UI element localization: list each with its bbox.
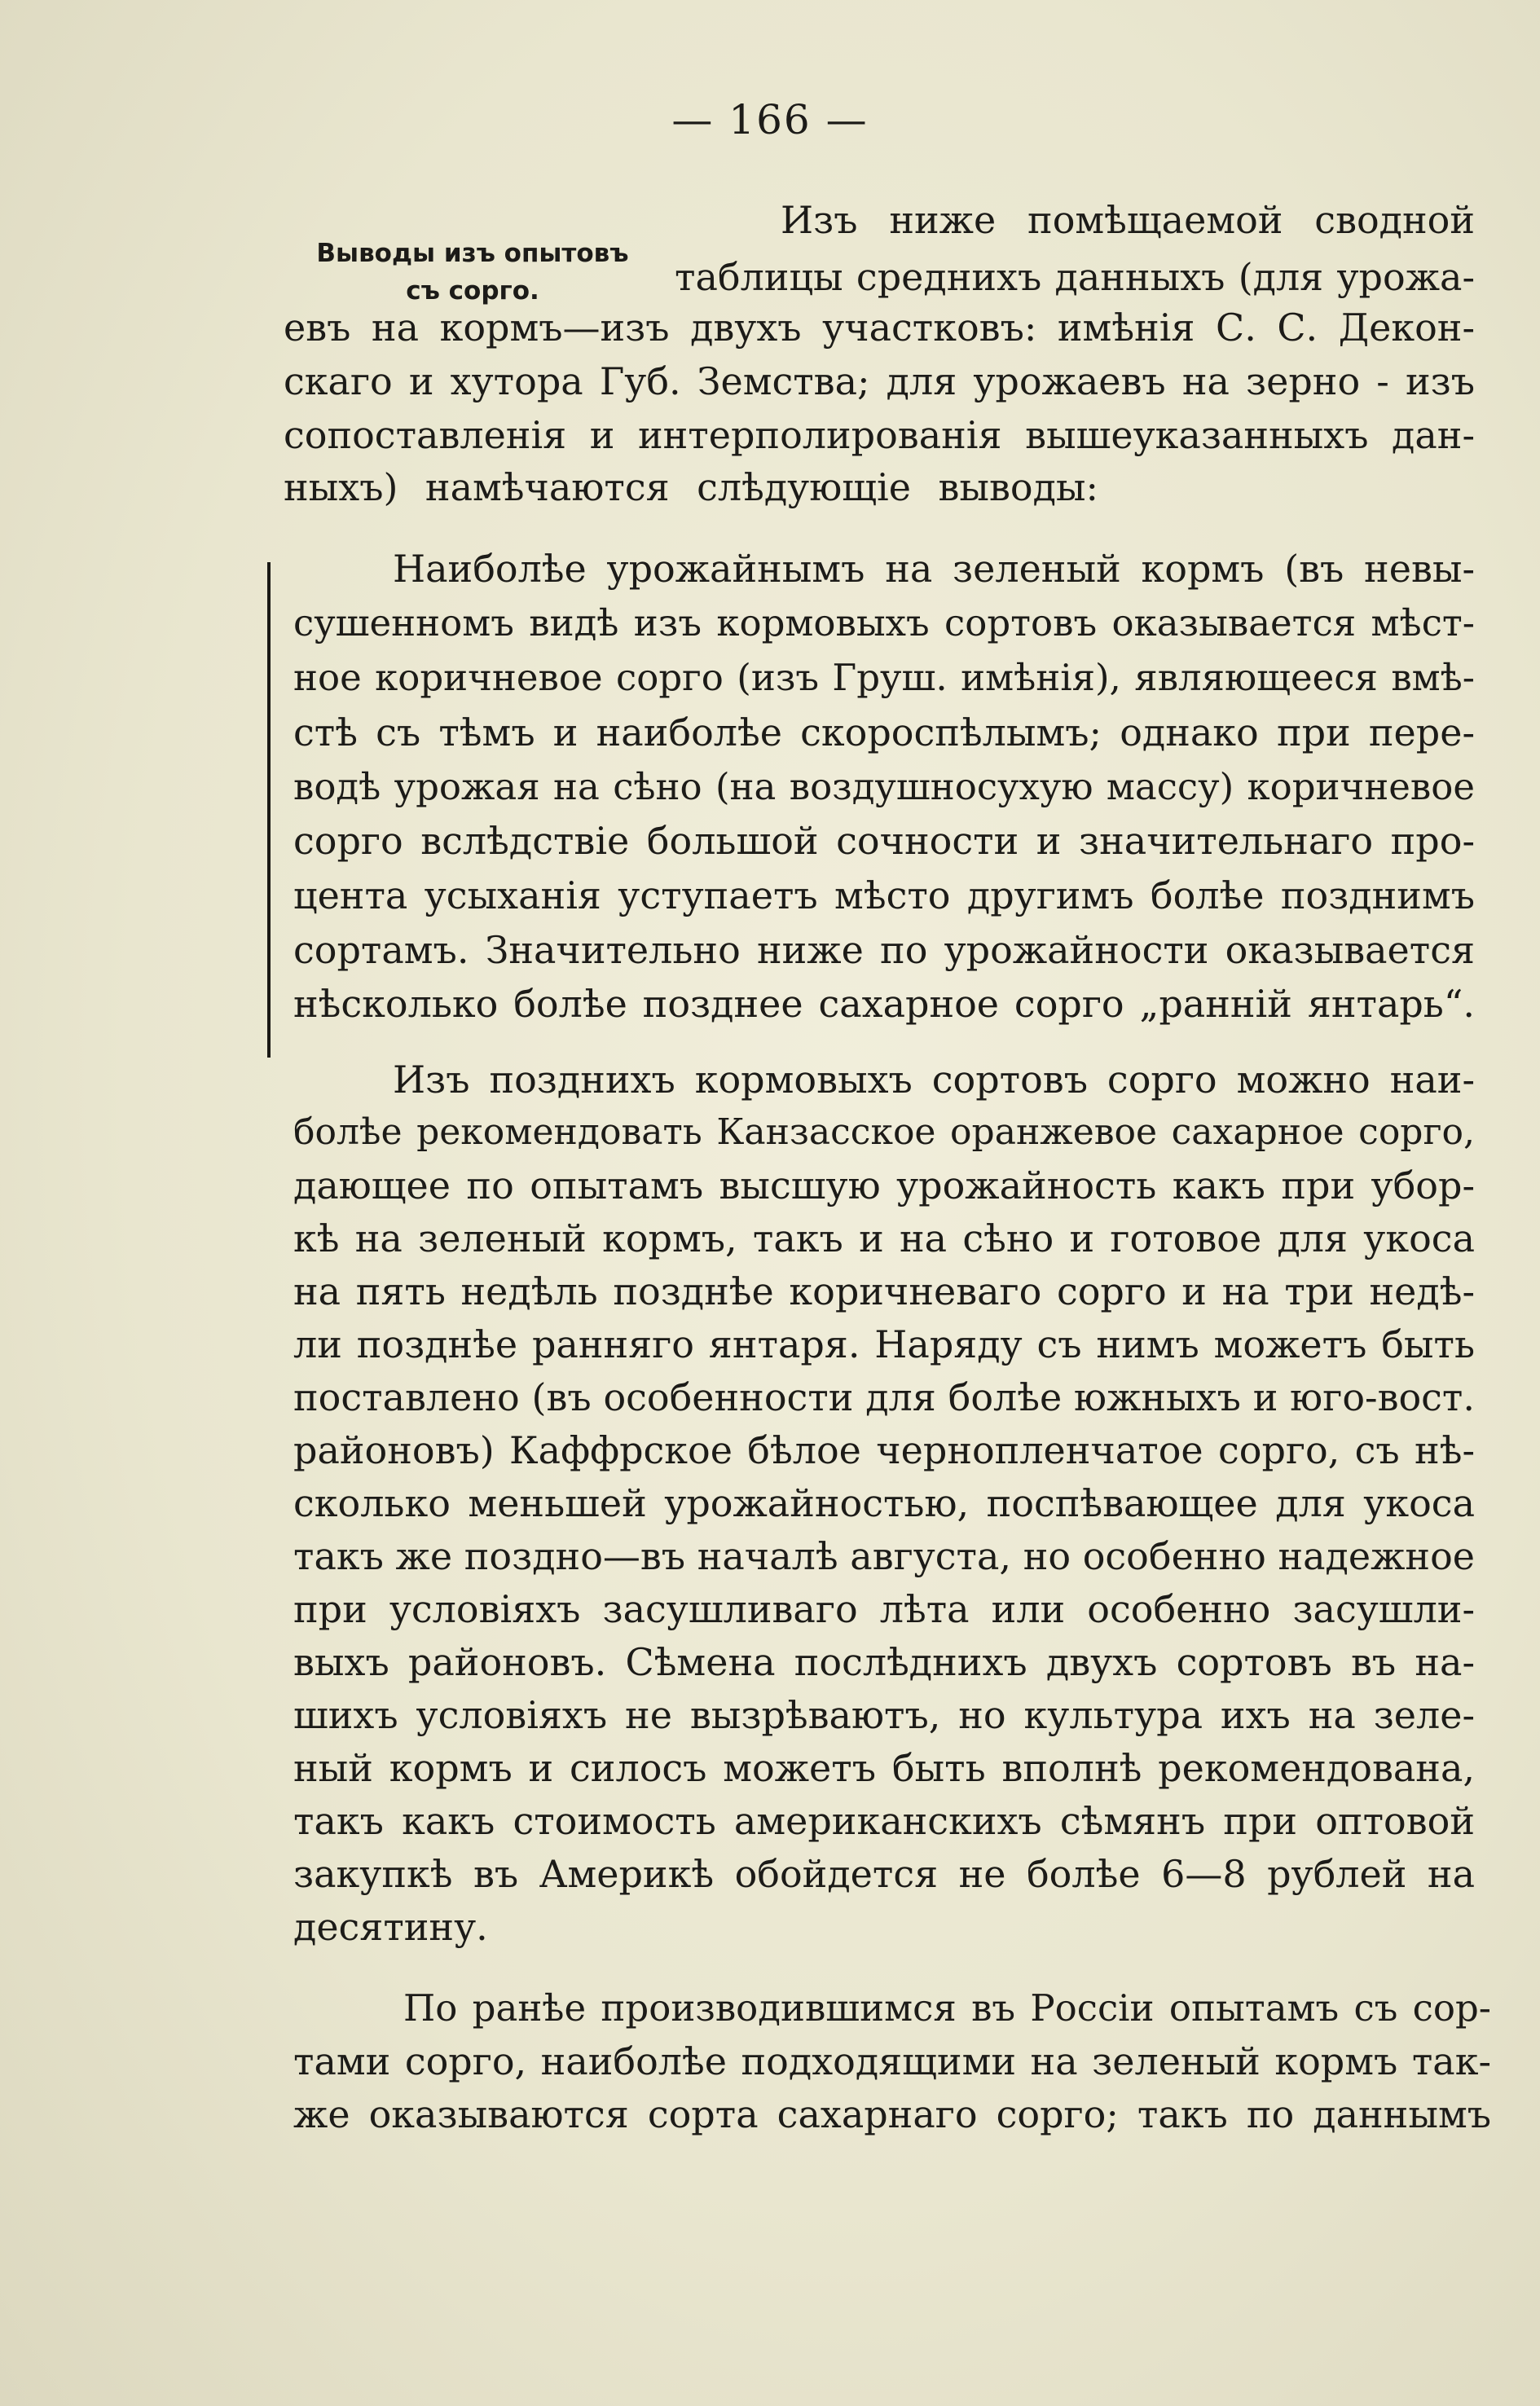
- text-line: закупкѣ въ Америкѣ обойдется не болѣе 6—8 рублей на: [293, 1852, 1475, 1896]
- text-line: кѣ на зеленый кормъ, такъ и на сѣно и готовое для укоса: [293, 1216, 1475, 1260]
- text-line: на пять недѣль позднѣе коричневаго сорго и на три недѣ-: [293, 1269, 1475, 1313]
- text-line: шихъ условіяхъ не вызрѣваютъ, но культура ихъ на зеле-: [293, 1693, 1475, 1737]
- text-line: евъ на кормъ—изъ двухъ участковъ: имѣнія С. С. Декон-: [284, 306, 1475, 350]
- text-line: водѣ урожая на сѣно (на воздушносухую массу) коричневое: [293, 765, 1475, 808]
- page-number: — 166 —: [671, 96, 869, 143]
- text-line: такъ же поздно—въ началѣ августа, но особенно надежное: [293, 1534, 1475, 1578]
- margin-marker-line: [267, 562, 271, 1058]
- text-line: выхъ районовъ. Сѣмена послѣднихъ двухъ сортовъ въ на-: [293, 1640, 1475, 1684]
- text-line: скаго и хутора Губ. Земства; для урожаевъ на зерно - изъ: [284, 359, 1475, 403]
- text-line: ныхъ) намѣчаются слѣдующіе выводы:: [284, 465, 1098, 509]
- text-line: Изъ позднихъ кормовыхъ сортовъ сорго можно наи-: [393, 1058, 1475, 1102]
- text-line: таблицы среднихъ данныхъ (для урожа-: [675, 255, 1475, 299]
- text-line: десятину.: [293, 1905, 488, 1949]
- text-line: Наиболѣе урожайнымъ на зеленый кормъ (въ невы-: [393, 547, 1475, 591]
- text-line: сортамъ. Значительно ниже по урожайности оказывается: [293, 928, 1475, 972]
- text-line: ное коричневое сорго (изъ Груш. имѣнія), являющееся вмѣ-: [293, 656, 1475, 699]
- text-line: ли позднѣе ранняго янтаря. Наряду съ нимъ можетъ быть: [293, 1322, 1475, 1366]
- text-line: же оказываются сорта сахарнаго сорго; такъ по даннымъ: [293, 2092, 1491, 2136]
- text-line: при условіяхъ засушливаго лѣта или особенно засушли-: [293, 1587, 1475, 1631]
- text-line: стѣ съ тѣмъ и наиболѣе скороспѣлымъ; однако при пере-: [293, 710, 1475, 754]
- text-line: дающее по опытамъ высшую урожайность какъ при убор-: [293, 1163, 1475, 1207]
- text-line: ный кормъ и силосъ можетъ быть вполнѣ рекомендована,: [293, 1746, 1475, 1790]
- text-line: сколько меньшей урожайностью, поспѣвающее для укоса: [293, 1481, 1475, 1525]
- text-line: тами сорго, наиболѣе подходящими на зеленый кормъ так-: [293, 2039, 1491, 2083]
- margin-note: [289, 235, 656, 310]
- text-line: сопоставленія и интерполированія вышеуказанныхъ дан-: [284, 413, 1475, 457]
- text-line: сорго вслѣдствіе большой сочности и значительнаго про-: [293, 819, 1475, 863]
- text-line: такъ какъ стоимость американскихъ сѣмянъ при оптовой: [293, 1799, 1475, 1843]
- text-line: Изъ ниже помѣщаемой сводной: [781, 198, 1475, 242]
- text-line: сушенномъ видѣ изъ кормовыхъ сортовъ оказывается мѣст-: [293, 601, 1475, 644]
- text-line: болѣе рекомендовать Канзасское оранжевое сахарное сорго,: [293, 1111, 1475, 1153]
- text-line: нѣсколько болѣе позднее сахарное сорго „ранній янтарь“.: [293, 982, 1475, 1026]
- text-line: поставлено (въ особенности для болѣе южныхъ и юго-вост.: [293, 1375, 1475, 1419]
- text-line: районовъ) Каффрское бѣлое чернопленчатое сорго, съ нѣ-: [293, 1428, 1475, 1472]
- margin-note-line-1: Выводы изъ опытовъ: [316, 239, 629, 268]
- text-line: По ранѣе производившимся въ Россіи опытамъ съ сор-: [403, 1986, 1491, 2030]
- margin-note-line-2: съ сорго.: [406, 276, 539, 306]
- text-line: цента усыханія уступаетъ мѣсто другимъ болѣе позднимъ: [293, 873, 1475, 917]
